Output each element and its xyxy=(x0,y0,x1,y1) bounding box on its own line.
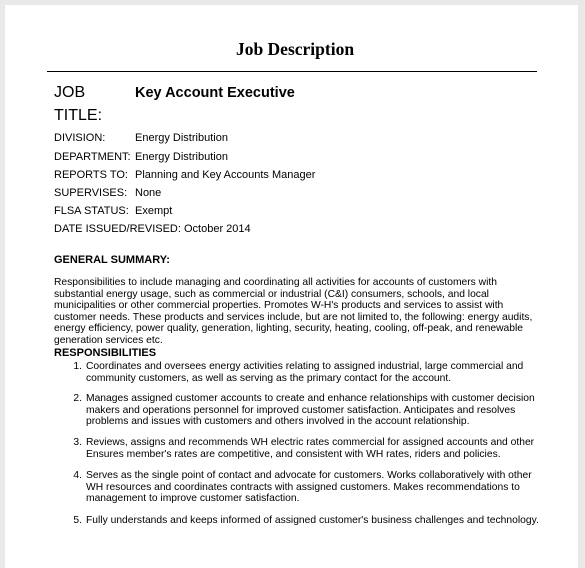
general-summary-heading: GENERAL SUMMARY: xyxy=(54,254,170,266)
field-value: Energy Distribution xyxy=(135,132,228,144)
list-number: 1. xyxy=(73,361,82,372)
job-title-label-line-2: TITLE: xyxy=(54,107,103,124)
field-value: Exempt xyxy=(135,205,173,217)
list-text: Fully understands and keeps informed of assigned customer's business challenges and technology. xyxy=(86,515,539,526)
list-text: Serves as the single point of contact and advocate for customers. Works collaboratively with other WH resources and coordinates contracts with assigned customers. Makes recommendations to management to improve customer satisfaction. xyxy=(86,470,532,504)
field-value: None xyxy=(135,187,162,199)
list-text: Coordinates and oversees energy activities relating to assigned industrial, large commercial and community customers, as well as serving as the primary contact for the account. xyxy=(86,361,524,384)
field-label: SUPERVISES: xyxy=(54,187,128,199)
list-text: Reviews, assigns and recommends WH electric rates commercial for assigned accounts and other Ensures member's rates are competitive, and consistent with WH rates, riders and policies. xyxy=(86,437,535,460)
general-summary-text: Responsibilities to include managing and coordinating all activities for accounts of customers with substantial energy usage, such as commercial or industrial (C&I) consumers, schools, and local municipalities or other commercial properties. Promotes W-H's products and services to assist with customer needs. These products and services include, but are not limited to, the following: energy audits, energy efficiency, power quality, generation, lighting, security, heating, cooling, off-peak, and renewable generation services etc. xyxy=(54,277,533,346)
document-title: Job Description xyxy=(235,39,355,59)
job-title-label-line-1: JOB xyxy=(54,84,86,101)
list-text: Manages assigned customer accounts to create and enhance relationships with customer decision makers and operations personnel for improved customer satisfaction. Anticipates and resolves problems and issues with customers and others involved in the account relationship. xyxy=(86,393,535,427)
field-label: DIVISION: xyxy=(54,132,106,144)
field-value: Energy Distribution xyxy=(135,151,228,163)
list-number: 3. xyxy=(73,437,82,448)
field-label: FLSA STATUS: xyxy=(54,205,129,217)
field-label: REPORTS TO: xyxy=(54,169,128,181)
field-value: Planning and Key Accounts Manager xyxy=(135,169,316,181)
list-number: 4. xyxy=(73,470,82,481)
date-issued-label: DATE ISSUED/REVISED: xyxy=(54,223,181,235)
responsibilities-heading: RESPONSIBILITIES xyxy=(54,347,157,359)
list-number: 5. xyxy=(73,515,82,526)
job-title-value: Key Account Executive xyxy=(135,85,295,101)
list-number: 2. xyxy=(73,393,82,404)
document-page xyxy=(5,5,578,568)
date-issued-line xyxy=(54,222,251,236)
field-label: DEPARTMENT: xyxy=(54,151,131,163)
title-divider xyxy=(47,71,537,72)
date-issued-value: October 2014 xyxy=(184,223,251,235)
